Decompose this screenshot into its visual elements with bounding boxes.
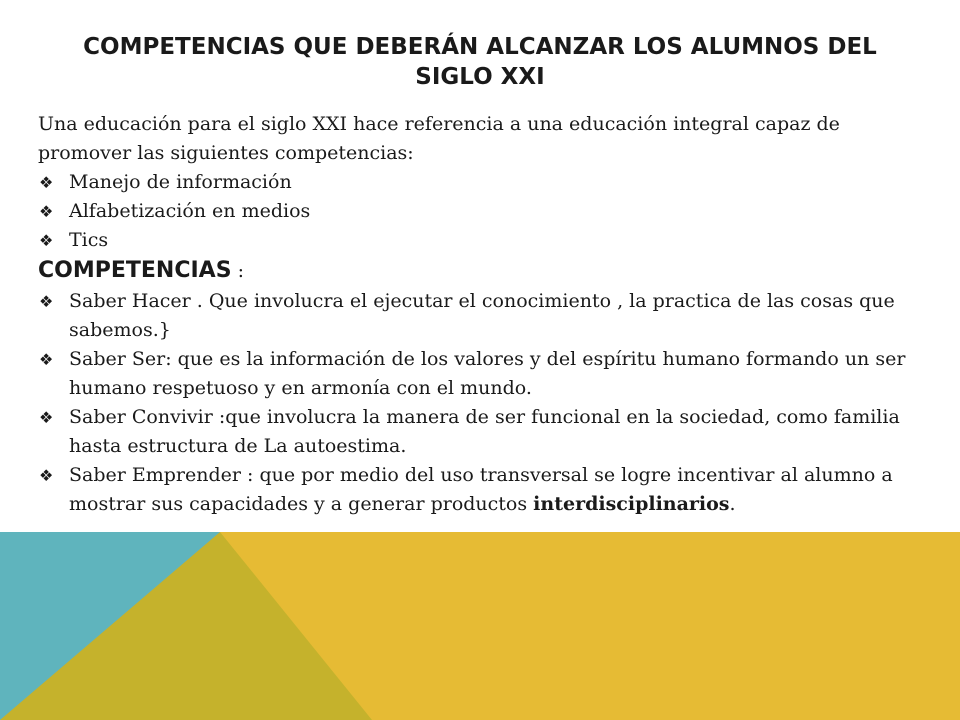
heading-colon: : [231,260,244,282]
competency-list [38,168,918,255]
list-item-text: Saber Emprender : que por medio del uso transversal se logre incentivar al alumno a mostrar sus capacidades y a generar productos [69,464,893,515]
slide-title: COMPETENCIAS QUE DEBERÁN ALCANZAR LOS ALUMNOS DEL SIGLO XXI [83,34,877,90]
bold-term: interdisciplinarios [533,493,730,515]
diamond-bullet-icon: ❖ [39,350,54,369]
diamond-bullet-icon: ❖ [39,173,54,192]
list-item [38,461,918,519]
slide-body [38,110,918,519]
list-item [38,197,918,226]
list-item-text: Saber Ser: que es la información de los valores y del espíritu humano formando un ser humano respetuoso y en armonía con el mundo. [69,348,906,399]
list-item-text: Tics [69,229,109,251]
list-item [38,287,918,345]
diamond-bullet-icon: ❖ [39,408,54,427]
list-item-text: Alfabetización en medios [69,200,311,222]
diamond-bullet-icon: ❖ [39,466,54,485]
competencias-heading [38,255,918,287]
saber-list [38,287,918,519]
intro-paragraph: Una educación para el siglo XXI hace referencia a una educación integral capaz de promover las siguientes competencias: [38,113,840,164]
diamond-bullet-icon: ❖ [39,202,54,221]
diamond-bullet-icon: ❖ [39,231,54,250]
list-item-end: . [729,493,736,515]
heading-text: COMPETENCIAS [38,258,232,283]
diamond-bullet-icon: ❖ [39,292,54,311]
list-item [38,403,918,461]
list-item-text: Manejo de información [69,171,292,193]
list-item [38,226,918,255]
list-item [38,345,918,403]
list-item-text: Saber Hacer . Que involucra el ejecutar el conocimiento , la practica de las cosas que sabemos.} [69,290,895,341]
list-item [38,168,918,197]
list-item-text: Saber Convivir :que involucra la manera de ser funcional en la sociedad, como familia hasta estructura de La autoestima. [69,406,900,457]
